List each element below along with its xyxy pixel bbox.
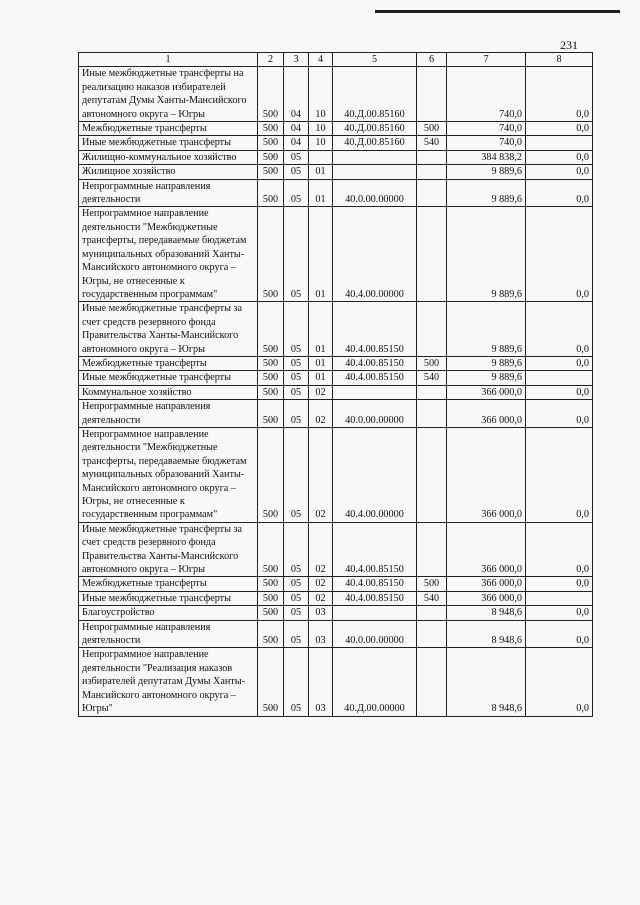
subsection-code-cell: 02 <box>309 385 333 399</box>
expense-type-cell: 540 <box>417 591 447 605</box>
subsection-code-cell: 03 <box>309 606 333 620</box>
amount-cell: 366 000,0 <box>447 400 526 428</box>
section-code-cell: 05 <box>284 302 309 357</box>
amount-gratuitous-cell: 0,0 <box>526 577 593 591</box>
target-article-cell: 40.4.00.85150 <box>333 371 417 385</box>
expense-type-cell <box>417 302 447 357</box>
table-row <box>79 385 593 399</box>
amount-cell: 9 889,6 <box>447 356 526 370</box>
expense-type-cell: 540 <box>417 136 447 150</box>
amount-cell: 9 889,6 <box>447 179 526 207</box>
row-name-cell: Межбюджетные трансферты <box>79 122 258 136</box>
target-article-cell: 40.Д.00.00000 <box>333 648 417 716</box>
column-header: 8 <box>526 53 593 67</box>
table-row <box>79 179 593 207</box>
subsection-code-cell: 01 <box>309 356 333 370</box>
amount-gratuitous-cell: 0,0 <box>526 427 593 522</box>
row-name-cell: Непрограммное направление деятельности "Межбюджетные трансферты, передаваемые бюджетам муниципальных образований Ханты-Мансийского автономного округа – Югры, не отнесенные к государственным программам" <box>79 427 258 522</box>
row-name-cell: Иные межбюджетные трансферты за счет средств резервного фонда Правительства Ханты-Мансийского автономного округа – Югры <box>79 522 258 577</box>
expense-type-cell <box>417 400 447 428</box>
table-row <box>79 606 593 620</box>
amount-gratuitous-cell <box>526 371 593 385</box>
target-article-cell: 40.0.00.00000 <box>333 400 417 428</box>
section-code-cell: 05 <box>284 179 309 207</box>
subsection-code-cell: 02 <box>309 522 333 577</box>
column-header: 4 <box>309 53 333 67</box>
amount-gratuitous-cell <box>526 136 593 150</box>
admin-code-cell: 500 <box>258 67 284 122</box>
section-code-cell: 05 <box>284 371 309 385</box>
subsection-code-cell: 01 <box>309 207 333 302</box>
table-row <box>79 356 593 370</box>
admin-code-cell: 500 <box>258 400 284 428</box>
row-name-cell: Непрограммное направление деятельности "Реализация наказов избирателей депутатам Думы Ханты-Мансийского автономного округа – Югры" <box>79 648 258 716</box>
subsection-code-cell: 03 <box>309 648 333 716</box>
admin-code-cell: 500 <box>258 302 284 357</box>
subsection-code-cell <box>309 150 333 164</box>
target-article-cell <box>333 385 417 399</box>
amount-gratuitous-cell: 0,0 <box>526 400 593 428</box>
amount-gratuitous-cell: 0,0 <box>526 67 593 122</box>
amount-cell: 9 889,6 <box>447 302 526 357</box>
target-article-cell <box>333 606 417 620</box>
row-name-cell: Непрограммные направления деятельности <box>79 400 258 428</box>
target-article-cell: 40.Д.00.85160 <box>333 136 417 150</box>
admin-code-cell: 500 <box>258 577 284 591</box>
amount-gratuitous-cell: 0,0 <box>526 648 593 716</box>
amount-cell: 366 000,0 <box>447 591 526 605</box>
subsection-code-cell: 02 <box>309 591 333 605</box>
section-code-cell: 05 <box>284 577 309 591</box>
header-rule <box>375 10 620 13</box>
amount-gratuitous-cell: 0,0 <box>526 356 593 370</box>
budget-table <box>78 52 593 717</box>
expense-type-cell <box>417 522 447 577</box>
expense-type-cell: 500 <box>417 577 447 591</box>
amount-gratuitous-cell: 0,0 <box>526 522 593 577</box>
table-row <box>79 122 593 136</box>
target-article-cell: 40.0.00.00000 <box>333 620 417 648</box>
table-row <box>79 577 593 591</box>
section-code-cell: 05 <box>284 207 309 302</box>
admin-code-cell: 500 <box>258 136 284 150</box>
subsection-code-cell: 02 <box>309 427 333 522</box>
subsection-code-cell: 01 <box>309 179 333 207</box>
section-code-cell: 05 <box>284 150 309 164</box>
amount-gratuitous-cell: 0,0 <box>526 302 593 357</box>
expense-type-cell <box>417 150 447 164</box>
row-name-cell: Жилищно-коммунальное хозяйство <box>79 150 258 164</box>
amount-gratuitous-cell: 0,0 <box>526 122 593 136</box>
section-code-cell: 04 <box>284 136 309 150</box>
table-row <box>79 400 593 428</box>
target-article-cell: 40.4.00.85150 <box>333 577 417 591</box>
page-number: 231 <box>560 38 578 52</box>
expense-type-cell <box>417 427 447 522</box>
admin-code-cell: 500 <box>258 207 284 302</box>
amount-cell: 740,0 <box>447 136 526 150</box>
table-row <box>79 591 593 605</box>
subsection-code-cell: 10 <box>309 122 333 136</box>
subsection-code-cell: 01 <box>309 302 333 357</box>
amount-gratuitous-cell: 0,0 <box>526 606 593 620</box>
amount-cell: 366 000,0 <box>447 427 526 522</box>
amount-cell: 9 889,6 <box>447 165 526 179</box>
amount-cell: 740,0 <box>447 122 526 136</box>
amount-gratuitous-cell: 0,0 <box>526 207 593 302</box>
column-number-row <box>79 53 593 67</box>
amount-gratuitous-cell: 0,0 <box>526 165 593 179</box>
target-article-cell: 40.4.00.85150 <box>333 591 417 605</box>
admin-code-cell: 500 <box>258 385 284 399</box>
table-row <box>79 620 593 648</box>
admin-code-cell: 500 <box>258 179 284 207</box>
table-row <box>79 207 593 302</box>
expense-type-cell <box>417 385 447 399</box>
column-header: 7 <box>447 53 526 67</box>
expense-type-cell: 500 <box>417 356 447 370</box>
section-code-cell: 05 <box>284 648 309 716</box>
amount-gratuitous-cell: 0,0 <box>526 385 593 399</box>
amount-gratuitous-cell: 0,0 <box>526 150 593 164</box>
amount-cell: 9 889,6 <box>447 371 526 385</box>
admin-code-cell: 500 <box>258 427 284 522</box>
target-article-cell: 40.4.00.85150 <box>333 302 417 357</box>
target-article-cell <box>333 150 417 164</box>
column-header: 5 <box>333 53 417 67</box>
row-name-cell: Непрограммные направления деятельности <box>79 179 258 207</box>
section-code-cell: 05 <box>284 165 309 179</box>
row-name-cell: Иные межбюджетные трансферты <box>79 591 258 605</box>
target-article-cell: 40.4.00.00000 <box>333 207 417 302</box>
table-row <box>79 371 593 385</box>
expense-type-cell <box>417 648 447 716</box>
target-article-cell: 40.4.00.85150 <box>333 522 417 577</box>
amount-gratuitous-cell: 0,0 <box>526 179 593 207</box>
row-name-cell: Жилищное хозяйство <box>79 165 258 179</box>
section-code-cell: 05 <box>284 400 309 428</box>
admin-code-cell: 500 <box>258 150 284 164</box>
section-code-cell: 05 <box>284 522 309 577</box>
section-code-cell: 05 <box>284 356 309 370</box>
amount-cell: 366 000,0 <box>447 385 526 399</box>
section-code-cell: 05 <box>284 620 309 648</box>
row-name-cell: Иные межбюджетные трансферты <box>79 371 258 385</box>
column-header: 2 <box>258 53 284 67</box>
table-row <box>79 67 593 122</box>
amount-gratuitous-cell: 0,0 <box>526 620 593 648</box>
admin-code-cell: 500 <box>258 122 284 136</box>
subsection-code-cell: 10 <box>309 136 333 150</box>
target-article-cell <box>333 165 417 179</box>
row-name-cell: Коммунальное хозяйство <box>79 385 258 399</box>
table-row <box>79 648 593 716</box>
table-row <box>79 165 593 179</box>
row-name-cell: Иные межбюджетные трансферты на реализацию наказов избирателей депутатам Думы Ханты-Мансийского автономного округа – Югры <box>79 67 258 122</box>
admin-code-cell: 500 <box>258 606 284 620</box>
amount-cell: 8 948,6 <box>447 606 526 620</box>
admin-code-cell: 500 <box>258 648 284 716</box>
row-name-cell: Иные межбюджетные трансферты за счет средств резервного фонда Правительства Ханты-Мансийского автономного округа – Югры <box>79 302 258 357</box>
amount-gratuitous-cell <box>526 591 593 605</box>
admin-code-cell: 500 <box>258 591 284 605</box>
target-article-cell: 40.4.00.00000 <box>333 427 417 522</box>
table-row <box>79 136 593 150</box>
row-name-cell: Непрограммное направление деятельности "Межбюджетные трансферты, передаваемые бюджетам муниципальных образований Ханты-Мансийского автономного округа – Югры, не отнесенные к государственным программам" <box>79 207 258 302</box>
amount-cell: 366 000,0 <box>447 522 526 577</box>
target-article-cell: 40.4.00.85150 <box>333 356 417 370</box>
expense-type-cell <box>417 606 447 620</box>
expense-type-cell <box>417 179 447 207</box>
expense-type-cell: 540 <box>417 371 447 385</box>
subsection-code-cell: 01 <box>309 165 333 179</box>
subsection-code-cell: 10 <box>309 67 333 122</box>
target-article-cell: 40.Д.00.85160 <box>333 67 417 122</box>
amount-cell: 8 948,6 <box>447 648 526 716</box>
column-header: 3 <box>284 53 309 67</box>
table-row <box>79 522 593 577</box>
section-code-cell: 05 <box>284 606 309 620</box>
row-name-cell: Благоустройство <box>79 606 258 620</box>
section-code-cell: 05 <box>284 385 309 399</box>
subsection-code-cell: 02 <box>309 400 333 428</box>
admin-code-cell: 500 <box>258 371 284 385</box>
expense-type-cell <box>417 165 447 179</box>
column-header: 1 <box>79 53 258 67</box>
amount-cell: 384 838,2 <box>447 150 526 164</box>
subsection-code-cell: 01 <box>309 371 333 385</box>
column-header: 6 <box>417 53 447 67</box>
section-code-cell: 05 <box>284 427 309 522</box>
amount-cell: 740,0 <box>447 67 526 122</box>
row-name-cell: Межбюджетные трансферты <box>79 356 258 370</box>
amount-cell: 9 889,6 <box>447 207 526 302</box>
amount-cell: 8 948,6 <box>447 620 526 648</box>
row-name-cell: Иные межбюджетные трансферты <box>79 136 258 150</box>
subsection-code-cell: 03 <box>309 620 333 648</box>
expense-type-cell <box>417 67 447 122</box>
target-article-cell: 40.Д.00.85160 <box>333 122 417 136</box>
expense-type-cell: 500 <box>417 122 447 136</box>
expense-type-cell <box>417 207 447 302</box>
table-row <box>79 427 593 522</box>
expense-type-cell <box>417 620 447 648</box>
row-name-cell: Непрограммные направления деятельности <box>79 620 258 648</box>
section-code-cell: 04 <box>284 122 309 136</box>
section-code-cell: 05 <box>284 591 309 605</box>
section-code-cell: 04 <box>284 67 309 122</box>
admin-code-cell: 500 <box>258 356 284 370</box>
amount-cell: 366 000,0 <box>447 577 526 591</box>
admin-code-cell: 500 <box>258 165 284 179</box>
subsection-code-cell: 02 <box>309 577 333 591</box>
target-article-cell: 40.0.00.00000 <box>333 179 417 207</box>
row-name-cell: Межбюджетные трансферты <box>79 577 258 591</box>
table-row <box>79 150 593 164</box>
admin-code-cell: 500 <box>258 620 284 648</box>
table-row <box>79 302 593 357</box>
admin-code-cell: 500 <box>258 522 284 577</box>
